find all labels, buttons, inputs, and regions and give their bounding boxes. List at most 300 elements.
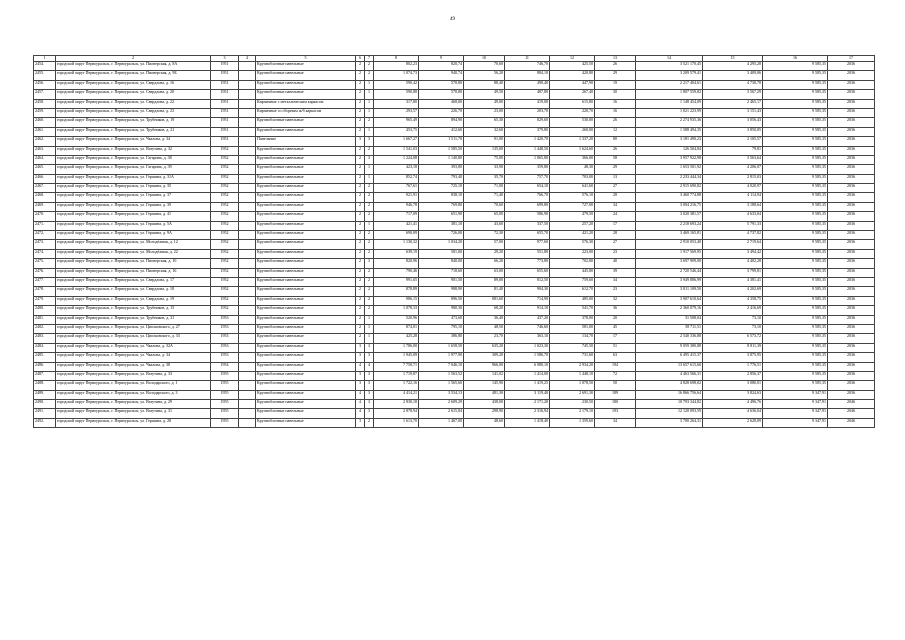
blank-cell [239,315,256,324]
repair-cost-cell: 2 910 053,40 [636,240,703,249]
max-cost-per-sqm-cell: 9 585,35 [763,99,828,108]
repair-cost-cell: 3 949 886,99 [636,277,703,286]
wall-material-cell: Крупноблочные панельные [256,202,356,211]
repair-cost-cell: 31 508,04 [636,315,703,324]
wall-material-cell: Крупноблочные панельные [256,362,356,371]
max-cost-per-sqm-cell: 9 585,35 [763,268,828,277]
build-year-cell: 1952 [211,231,239,240]
residential-area-cell: 757,70 [505,174,550,183]
land-area-cell: 612,70 [550,287,595,296]
blank-cell [239,353,256,362]
row-number-cell: 2475. [34,259,56,268]
cost-per-sqm-cell: 4 206,07 [703,165,763,174]
blank-cell [239,277,256,286]
build-year-cell: 1954 [211,362,239,371]
entrances-cell: 3 [365,400,374,409]
wall-material-cell: Крупноблочные панельные [256,240,356,249]
cost-per-sqm-cell: 2 628,09 [703,418,763,427]
max-cost-per-sqm-cell: 9 347,91 [763,400,828,409]
cost-per-sqm-cell: 1 776,51 [703,362,763,371]
floors-cell: 2 [356,71,365,80]
row-number-cell: 2484. [34,343,56,352]
address-cell: городской округ Первоуральск, г. Первоуральск, ул. Свердлова, д. 23 [56,108,211,117]
repair-cost-cell: 3 094 216,75 [636,202,703,211]
nonresidential-area-cell: 65,30 [464,118,505,127]
column-number-cell: 2 [56,56,211,62]
nonresidential-area-cell: 63,00 [464,268,505,277]
table-row [34,409,875,418]
repair-cost-cell: 6 495 415,37 [636,353,703,362]
residents-cell: 12 [595,127,636,136]
nonresidential-area-cell: 43,60 [464,221,505,230]
floors-cell: 2 [356,306,365,315]
land-area-cell: 479,50 [550,212,595,221]
table-row [34,80,875,89]
entrances-cell: 2 [365,240,374,249]
wall-material-cell: Крупноблочные панельные [256,212,356,221]
cost-per-sqm-cell: 2 815,03 [703,174,763,183]
residents-cell: 19 [595,80,636,89]
address-cell: городской округ Первоуральск, г. Первоуральск, ул. Гершина, д. 28 [56,418,211,427]
floors-cell: 3 [356,418,365,427]
repair-cost-cell: 1 917 569,95 [636,249,703,258]
column-number-cell: 13 [595,56,636,62]
wall-material-cell: Крупноблочные панельные [256,249,356,258]
land-area-cell: 421,20 [550,231,595,240]
planned-year-cell: 2036 [828,137,875,146]
nonresidential-area-cell: 66,20 [464,259,505,268]
residential-area-cell: 363,10 [505,334,550,343]
planned-year-cell: 2036 [828,334,875,343]
total-area-cell: 767,61 [374,184,419,193]
entrances-cell: 3 [365,137,374,146]
entrances-cell: 2 [365,231,374,240]
residents-cell: 28 [595,193,636,202]
blank-cell [239,400,256,409]
residents-cell: 24 [595,212,636,221]
cost-per-sqm-cell: 73,10 [703,324,763,333]
nonresidential-area-cell: 81,40 [464,287,505,296]
premises-area-cell: 386,80 [419,334,464,343]
repair-cost-cell: 3 521 170,45 [636,62,703,71]
cost-per-sqm-cell: 3 494,42 [703,249,763,258]
column-number-cell: 4 [239,56,256,62]
blank-cell [239,165,256,174]
planned-year-cell: 2036 [828,221,875,230]
address-cell: городской округ Первоуральск, г. Первоуральск, ул. Свердлова, д. 17 [56,277,211,286]
build-year-cell: 1952 [211,165,239,174]
premises-area-cell: 1 511,70 [419,137,464,146]
address-cell: городской округ Первоуральск, г. Первоуральск, ул. Пионерская, д. 10 [56,259,211,268]
premises-area-cell: 795,10 [419,324,464,333]
land-area-cell: 267,40 [550,90,595,99]
max-cost-per-sqm-cell: 9 585,35 [763,277,828,286]
floors-cell: 4 [356,390,365,399]
repair-cost-cell: 3 811 109,50 [636,287,703,296]
residents-cell: 50 [595,381,636,390]
floors-cell: 2 [356,212,365,221]
table-row [34,353,875,362]
table-row [34,390,875,399]
row-number-cell: 2471. [34,221,56,230]
residents-cell: 28 [595,231,636,240]
residents-cell: 193 [595,409,636,418]
land-area-cell: 220,70 [550,108,595,117]
max-cost-per-sqm-cell: 9 585,35 [763,306,828,315]
total-area-cell: 590,42 [374,80,419,89]
residential-area-cell: 3 119,40 [505,390,550,399]
row-number-cell: 2472. [34,231,56,240]
floors-cell: 2 [356,174,365,183]
blank-cell [239,108,256,117]
wall-material-cell: Крупноблочные панельные [256,324,356,333]
land-area-cell: 378,00 [550,315,595,324]
nonresidential-area-cell: 36,40 [464,315,505,324]
build-year-cell: 1955 [211,390,239,399]
row-number-cell: 2481. [34,315,56,324]
residential-area-cell: 655,60 [505,268,550,277]
land-area-cell: 223,00 [550,249,595,258]
nonresidential-area-cell: 48,50 [464,324,505,333]
wall-material-cell: Крупноблочные панельные [256,165,356,174]
nonresidential-area-cell: 49,50 [464,90,505,99]
planned-year-cell: 2036 [828,108,875,117]
row-number-cell: 2462. [34,137,56,146]
planned-year-cell: 2036 [828,202,875,211]
blank-cell [239,202,256,211]
repair-cost-cell: 3 209 579,41 [636,71,703,80]
wall-material-cell: Крупноблочные панельные [256,287,356,296]
total-area-cell: 421,41 [374,221,419,230]
nonresidential-area-cell: 71,40 [464,193,505,202]
premises-area-cell: 2 609,29 [419,400,464,409]
cost-per-sqm-cell: 4 402,28 [703,259,763,268]
cost-per-sqm-cell: 2 856,37 [703,371,763,380]
total-area-cell: 590,88 [374,90,419,99]
build-year-cell: 1952 [211,155,239,164]
max-cost-per-sqm-cell: 9 585,35 [763,221,828,230]
premises-area-cell: 651,90 [419,212,464,221]
land-area-cell: 425,50 [550,62,595,71]
total-area-cell: 852,74 [374,174,419,183]
build-year-cell: 1952 [211,240,239,249]
land-area-cell: 420,80 [550,71,595,80]
row-number-cell: 2476. [34,268,56,277]
premises-area-cell: 473,60 [419,315,464,324]
cost-per-sqm-cell: 4 737,82 [703,231,763,240]
total-area-cell: 874,01 [374,324,419,333]
land-area-cell: 703,00 [550,174,595,183]
land-area-cell: 615,80 [550,99,595,108]
housing-register-table [33,55,875,428]
blank-cell [239,306,256,315]
row-number-cell: 2485. [34,353,56,362]
entrances-cell: 1 [365,315,374,324]
entrances-cell: 2 [365,249,374,258]
nonresidential-area-cell: 88,40 [464,80,505,89]
blank-cell [239,343,256,352]
residential-area-cell: 904,30 [505,287,550,296]
floors-cell: 2 [356,202,365,211]
build-year-cell: 1953 [211,324,239,333]
wall-material-cell: Крупноблочные панельные [256,221,356,230]
land-area-cell: 260,00 [550,127,595,136]
planned-year-cell: 2036 [828,80,875,89]
max-cost-per-sqm-cell: 9 585,35 [763,249,828,258]
entrances-cell: 2 [365,71,374,80]
residents-cell: 16 [595,99,636,108]
premises-area-cell: 820,74 [419,62,464,71]
planned-year-cell: 2036 [828,193,875,202]
floors-cell: 2 [356,80,365,89]
land-area-cell: 702,80 [550,259,595,268]
repair-cost-cell: 2 233 444,34 [636,174,703,183]
premises-area-cell: 7 046,10 [419,362,464,371]
build-year-cell: 1952 [211,212,239,221]
residents-cell: 27 [595,240,636,249]
row-number-cell: 2459. [34,108,56,117]
nonresidential-area-cell: 081,60 [464,296,505,305]
total-area-cell: 1 541,03 [374,146,419,155]
wall-material-cell: Крупноблочные панельные [256,418,356,427]
blank-cell [239,155,256,164]
column-number-cell: 11 [505,56,550,62]
land-area-cell: 745,50 [550,343,595,352]
blank-cell [239,240,256,249]
premises-area-cell: 1 585,50 [419,146,464,155]
cost-per-sqm-cell: 4 202,69 [703,287,763,296]
premises-area-cell: 468,00 [419,99,464,108]
row-number-cell: 2463. [34,146,56,155]
cost-per-sqm-cell: 3 875,95 [703,353,763,362]
table-row [34,324,875,333]
planned-year-cell: 2036 [828,249,875,258]
table-row [34,202,875,211]
column-number-cell: 10 [464,56,505,62]
build-year-cell: 1952 [211,277,239,286]
cost-per-sqm-cell: 2 719,64 [703,240,763,249]
premises-area-cell: 578,80 [419,80,464,89]
build-year-cell: 1951 [211,127,239,136]
max-cost-per-sqm-cell: 9 585,35 [763,371,828,380]
blank-cell [239,268,256,277]
row-number-cell: 2483. [34,334,56,343]
column-number-cell: 14 [636,56,703,62]
floors-cell: 4 [356,362,365,371]
land-area-cell: 541,70 [550,306,595,315]
address-cell: городской округ Первоуральск, г. Первоуральск, ул. Чкалова, д. 34 [56,137,211,146]
premises-area-cell: 1 140,80 [419,155,464,164]
planned-year-cell: 2036 [828,390,875,399]
residential-area-cell: 746,60 [505,324,550,333]
floors-cell: 2 [356,277,365,286]
residents-cell: 26 [595,62,636,71]
nonresidential-area-cell: 135,00 [464,146,505,155]
total-area-cell: 1 667,27 [374,137,419,146]
residents-cell: 40 [595,259,636,268]
address-cell: городской округ Первоуральск, г. Первоуральск, ул. Свердлова, д. 18 [56,287,211,296]
build-year-cell: 1952 [211,268,239,277]
blank-cell [239,418,256,427]
cost-per-sqm-cell: 4 295,28 [703,62,763,71]
entrances-cell: 2 [365,193,374,202]
build-year-cell: 1951 [211,90,239,99]
table-row [34,174,875,183]
wall-material-cell: Крупноблочные панельные [256,259,356,268]
address-cell: городской округ Первоуральск, г. Первоуральск, ул. Трубников, д. 15 [56,306,211,315]
total-area-cell: 790,46 [374,268,419,277]
land-area-cell: 2 934,20 [550,362,595,371]
total-area-cell: 425,28 [374,334,419,343]
planned-year-cell: 2036 [828,268,875,277]
row-number-cell: 2478. [34,287,56,296]
residents-cell: 26 [595,146,636,155]
blank-cell [239,249,256,258]
blank-cell [239,371,256,380]
table-row [34,418,875,427]
floors-cell: 2 [356,118,365,127]
max-cost-per-sqm-cell: 9 585,35 [763,240,828,249]
address-cell: городской округ Первоуральск, г. Первоуральск, ул. Чкалова, д. 32А [56,343,211,352]
entrances-cell: 2 [365,212,374,221]
build-year-cell: 1951 [211,108,239,117]
land-area-cell: 576,10 [550,193,595,202]
residents-cell: 180 [595,400,636,409]
floors-cell: 2 [356,268,365,277]
blank-cell [239,90,256,99]
premises-area-cell: 581,00 [419,249,464,258]
residential-area-cell: 6 080,10 [505,362,550,371]
table-row [34,71,875,80]
build-year-cell: 1955 [211,400,239,409]
total-area-cell: 317,80 [374,99,419,108]
cost-per-sqm-cell: 4 636,04 [703,409,763,418]
planned-year-cell: 2036 [828,127,875,136]
table-row [34,277,875,286]
address-cell: городской округ Первоуральск, г. Первоуральск, ул. Свердлова, д. 19 [56,296,211,305]
row-number-cell: 2468. [34,193,56,202]
land-area-cell: 581,00 [550,324,595,333]
wall-material-cell: Крупноблочные панельные [256,118,356,127]
total-area-cell: 690,09 [374,231,419,240]
nonresidential-area-cell: 481,30 [464,390,505,399]
planned-year-cell: 2036 [828,306,875,315]
premises-area-cell: 1 467,00 [419,418,464,427]
page-number: 49 [450,17,455,22]
max-cost-per-sqm-cell: 9 585,35 [763,80,828,89]
row-number-cell: 2470. [34,212,56,221]
floors-cell: 2 [356,315,365,324]
max-cost-per-sqm-cell: 9 585,35 [763,202,828,211]
max-cost-per-sqm-cell: 9 585,35 [763,108,828,117]
residents-cell: 30 [595,90,636,99]
build-year-cell: 1953 [211,343,239,352]
total-area-cell: 1 078,33 [374,306,419,315]
floors-cell: 4 [356,400,365,409]
land-area-cell: 2 179,10 [550,409,595,418]
max-cost-per-sqm-cell: 9 347,91 [763,409,828,418]
repair-cost-cell: 3 697 909,00 [636,259,703,268]
max-cost-per-sqm-cell: 9 585,35 [763,287,828,296]
residents-cell: 39 [595,268,636,277]
max-cost-per-sqm-cell: 9 585,35 [763,343,828,352]
table-row [34,90,875,99]
column-number-cell: 16 [763,56,828,62]
floors-cell: 2 [356,240,365,249]
cost-per-sqm-cell: 3 409,06 [703,71,763,80]
residential-area-cell: 1 420,70 [505,137,550,146]
residential-area-cell: 2 316,94 [505,409,550,418]
cost-per-sqm-cell: 4 114,94 [703,193,763,202]
total-area-cell: 1 722,16 [374,381,419,390]
wall-material-cell: Панельные [256,137,356,146]
blank-cell [239,62,256,71]
floors-cell: 2 [356,165,365,174]
floors-cell: 3 [356,353,365,362]
max-cost-per-sqm-cell: 9 347,91 [763,418,828,427]
total-area-cell: 453,75 [374,127,419,136]
row-number-cell: 2482. [34,324,56,333]
total-area-cell: 639,19 [374,249,419,258]
floors-cell: 2 [356,231,365,240]
max-cost-per-sqm-cell: 9 585,35 [763,155,828,164]
wall-material-cell: Крупноблочные панельные [256,71,356,80]
land-area-cell: 2 691,30 [550,390,595,399]
build-year-cell: 1955 [211,381,239,390]
premises-area-cell: 894,90 [419,118,464,127]
planned-year-cell: 2036 [828,155,875,164]
floors-cell: 2 [356,90,365,99]
repair-cost-cell: 3 907 610,64 [636,296,703,305]
land-area-cell: 257,20 [550,221,595,230]
land-area-cell: 1 624,60 [550,146,595,155]
residents-cell: 72 [595,371,636,380]
total-area-cell: 1 719,87 [374,371,419,380]
premises-area-cell: 718,60 [419,268,464,277]
residents-cell: 36 [595,306,636,315]
total-area-cell: 2 830,18 [374,400,419,409]
nonresidential-area-cell: 966,00 [464,362,505,371]
column-number-cell: 8 [374,56,419,62]
land-area-cell: 485,00 [550,296,595,305]
nonresidential-area-cell: 23,70 [464,334,505,343]
build-year-cell: 1952 [211,306,239,315]
wall-material-cell: Крупноблочные панельные [256,306,356,315]
blank-cell [239,127,256,136]
premises-area-cell: 901,50 [419,277,464,286]
planned-year-cell: 2036 [828,353,875,362]
column-number-cell: 1 [34,56,56,62]
residential-area-cell: 1 065,80 [505,155,550,164]
wall-material-cell: Крупноблочные панельные [256,184,356,193]
land-area-cell: 230,50 [550,400,595,409]
cost-per-sqm-cell: 4 633,04 [703,212,763,221]
premises-area-cell: 793,40 [419,174,464,183]
planned-year-cell: 2036 [828,118,875,127]
address-cell: городской округ Первоуральск, г. Первоуральск, ул. Володарского, д. 1 [56,381,211,390]
build-year-cell: 1955 [211,371,239,380]
address-cell: городской округ Первоуральск, г. Первоуральск, ул. Ватутина, д. 31 [56,409,211,418]
floors-cell: 2 [356,249,365,258]
row-number-cell: 2473. [34,240,56,249]
blank-cell [239,409,256,418]
repair-cost-cell: 126 504,84 [636,146,703,155]
nonresidential-area-cell: 89,00 [464,277,505,286]
address-cell: городской округ Первоуральск, г. Первоуральск, ул. Свердлова, д. 16 [56,80,211,89]
build-year-cell: 1952 [211,146,239,155]
residential-area-cell: 746,70 [505,62,550,71]
total-area-cell: 2 878,94 [374,409,419,418]
